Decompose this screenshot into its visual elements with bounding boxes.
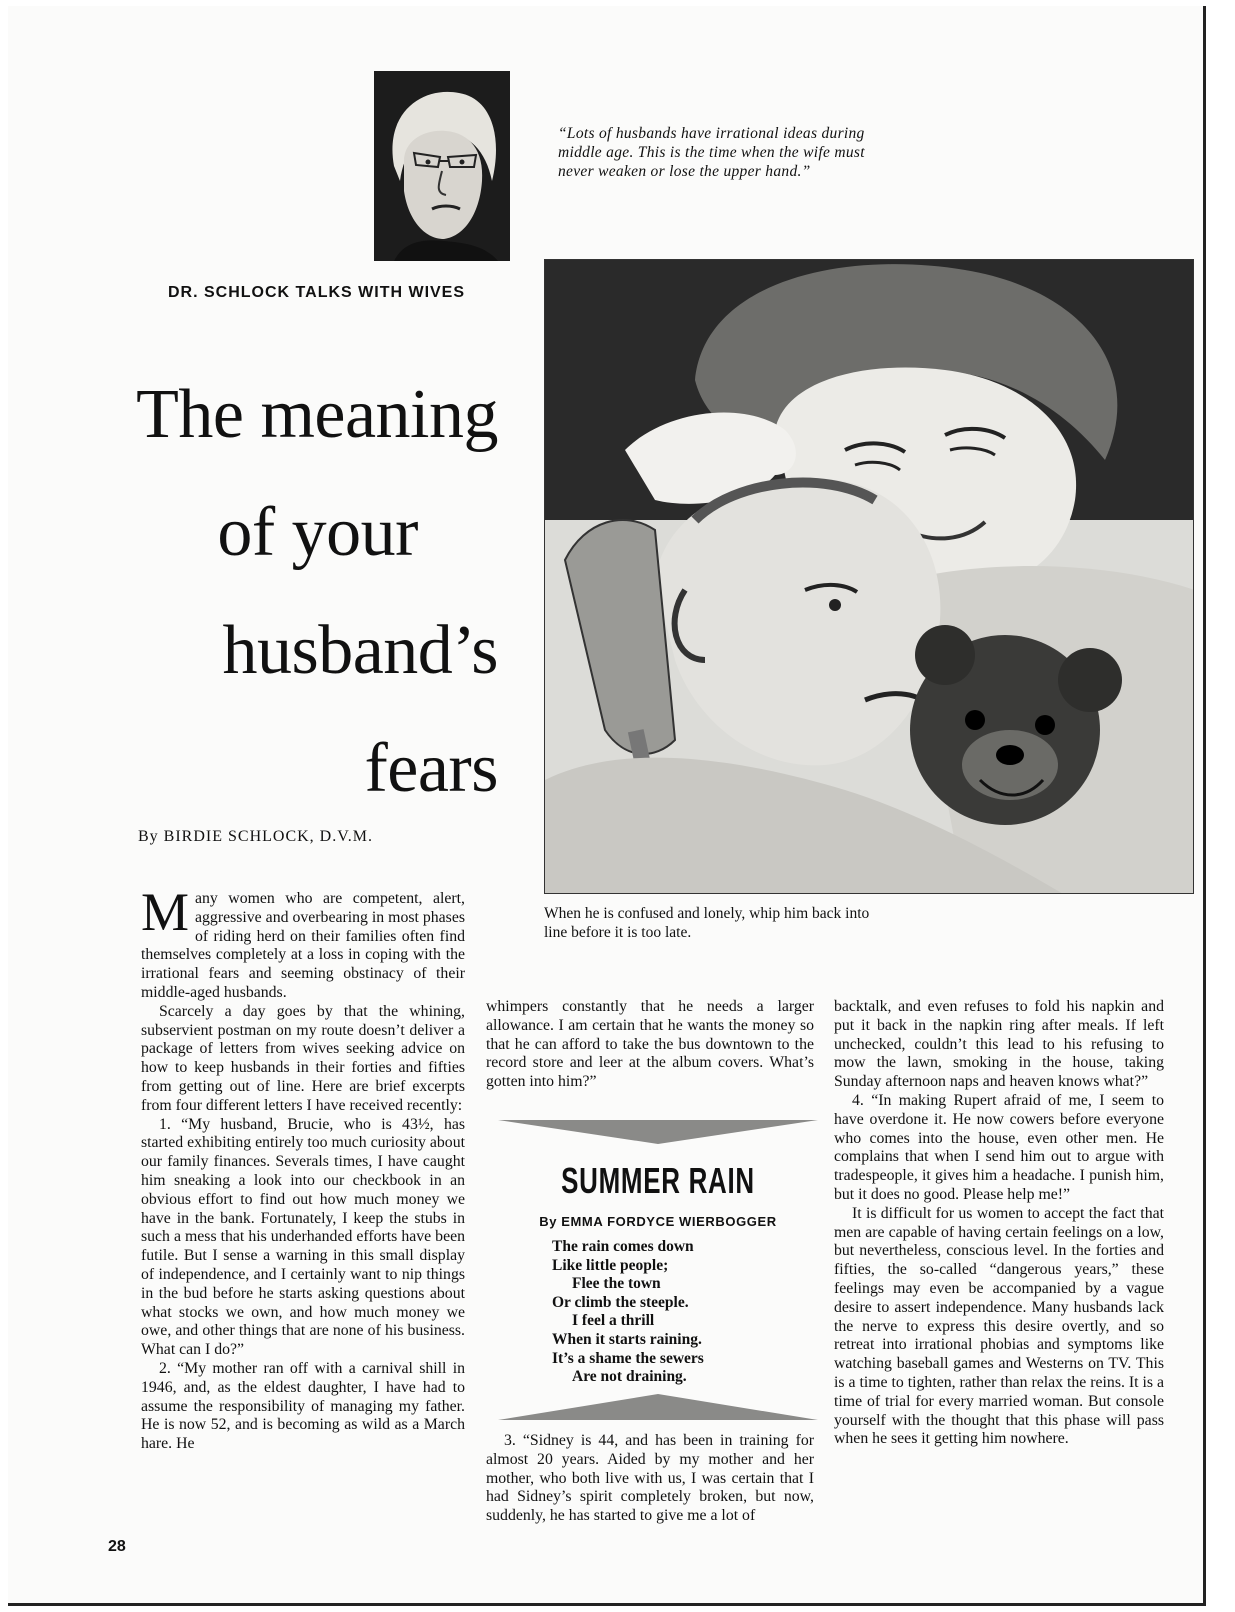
author-portrait bbox=[374, 71, 510, 261]
paragraph: backtalk, and even refuses to fold his napkin and put it back in the napkin ring after meals. If left unchecked, couldn’t this lead to his refusing to mow the lawn, smoking in the house, taking Sunday afternoon naps and heaven knows what?” bbox=[834, 998, 1164, 1091]
author-portrait-drawing bbox=[374, 71, 510, 261]
poem-line: It’s a shame the sewers bbox=[552, 1349, 704, 1367]
poem-box bbox=[498, 1118, 818, 1428]
article-column-2-bottom bbox=[486, 1432, 814, 1526]
headline-line-1: The meaning bbox=[136, 376, 498, 453]
article-column-3 bbox=[834, 998, 1164, 1449]
article-headline bbox=[88, 356, 498, 828]
paragraph: whimpers constantly that he needs a larger allowance. I am certain that he wants the money so that he can afford to take the bus downtown to the record store and leer at the album covers. What’s gotten into him?” bbox=[486, 998, 814, 1091]
headline-line-4: fears bbox=[364, 730, 498, 807]
byline: By BIRDIE SCHLOCK, D.V.M. bbox=[138, 828, 373, 845]
headline-line-3: husband’s bbox=[222, 612, 498, 689]
paragraph-letter-1: 1. “My husband, Brucie, who is 43½, has started exhibiting entirely too much curiosity about our family finances. Severals times, I have caught him sneaking a look into our checkbook in an obvious effort to find out how much money we have in the bank. Fortunately, I keep the stubs in such a mess that his underhanded efforts have been futile. But I sense a warning in this small display of independence, and I certainly want to nip things in the bud before he starts asking questions about what stocks we own, and how much money we owe, and other things that are none of his business. What can I do?” bbox=[141, 1115, 465, 1359]
poem-line: Flee the town bbox=[572, 1275, 661, 1293]
article-column-1 bbox=[141, 882, 465, 1454]
article-column-2-top bbox=[486, 998, 814, 1092]
poem-line: The rain comes down bbox=[552, 1238, 694, 1255]
paragraph-letter-2: 2. “My mother ran off with a carnival shill in 1946, and, as the eldest daughter, I have had to assume the responsibility of managing my father. He is now 52, and is becoming as wild as a March hare. He bbox=[141, 1359, 465, 1453]
paragraph: Scarcely a day goes by that the whining, subservient postman on my route doesn’t deliver a package of letters from wives seeking advice on how to keep husbands in their forties and fifties from getting out of line. Here are brief excerpts from four different letters I have received recently: bbox=[141, 1002, 465, 1114]
poem-title: SUMMER RAIN bbox=[561, 1160, 755, 1201]
poem-line: I feel a thrill bbox=[572, 1312, 655, 1330]
poem-line: Are not draining. bbox=[572, 1368, 687, 1386]
paragraph-intro bbox=[141, 882, 465, 1003]
poem-line: Like little people; bbox=[552, 1256, 669, 1274]
drop-cap: M bbox=[141, 882, 190, 942]
paragraph-conclusion: It is difficult for us women to accept the fact that men are capable of having certain feelings on a low, but nevertheless, conscious level. In the forties and fifties, the so-called “dangerous years,” these feelings may even be accompanied by a vague desire to assert independence. Many husbands lack the nerve to express this desire overtly, and so retreat into irrational phobias and symptoms like watching baseball games and Westerns on TV. This is a time to tighten, rather than relax the reins. It is a time of trial for every married woman. But console yourself with the thought that this phase will pass when he sees it getting him nowhere. bbox=[834, 1204, 1164, 1448]
headline-line-2: of your bbox=[217, 494, 418, 571]
poem-lines bbox=[552, 1238, 812, 1387]
poem-author: By EMMA FORDYCE WIERBOGGER bbox=[539, 1214, 777, 1229]
page-number: 28 bbox=[108, 1538, 126, 1555]
illustration-drawing bbox=[545, 260, 1194, 894]
column-kicker: DR. SCHLOCK TALKS WITH WIVES bbox=[168, 284, 466, 301]
magazine-page bbox=[8, 6, 1206, 1606]
illustration-caption: When he is confused and lonely, whip him back into line before it is too late. bbox=[544, 905, 870, 941]
paragraph-letter-3: 3. “Sidney is 44, and has been in training for almost 20 years. Aided by my mother and her mother, who both live with us, I was certain that I had Sidney’s spirit completely broken, but now, suddenly, he has started to give me a lot of bbox=[486, 1432, 814, 1525]
intro-text: any women who are competent, alert, aggressive and overbearing in most phases of riding herd on their families often find themselves completely at a loss in coping with the irrational fears and seeming obstinacy of their middle-aged husbands. bbox=[141, 890, 465, 1001]
paragraph-letter-4: 4. “In making Rupert afraid of me, I seem to have overdone it. He now cowers before everyone who comes into the house, even other men. He complains that when I send him out to argue with tradespeople, it gives him a headache. I punish him, but it does no good. Please help me!” bbox=[834, 1091, 1164, 1203]
poem-line: When it starts raining. bbox=[552, 1330, 702, 1348]
main-illustration bbox=[544, 259, 1194, 894]
pull-quote: “Lots of husbands have irrational ideas during middle age. This is the time when the wife must never weaken or lose the upper hand.” bbox=[558, 125, 865, 180]
poem-line: Or climb the steeple. bbox=[552, 1293, 689, 1311]
